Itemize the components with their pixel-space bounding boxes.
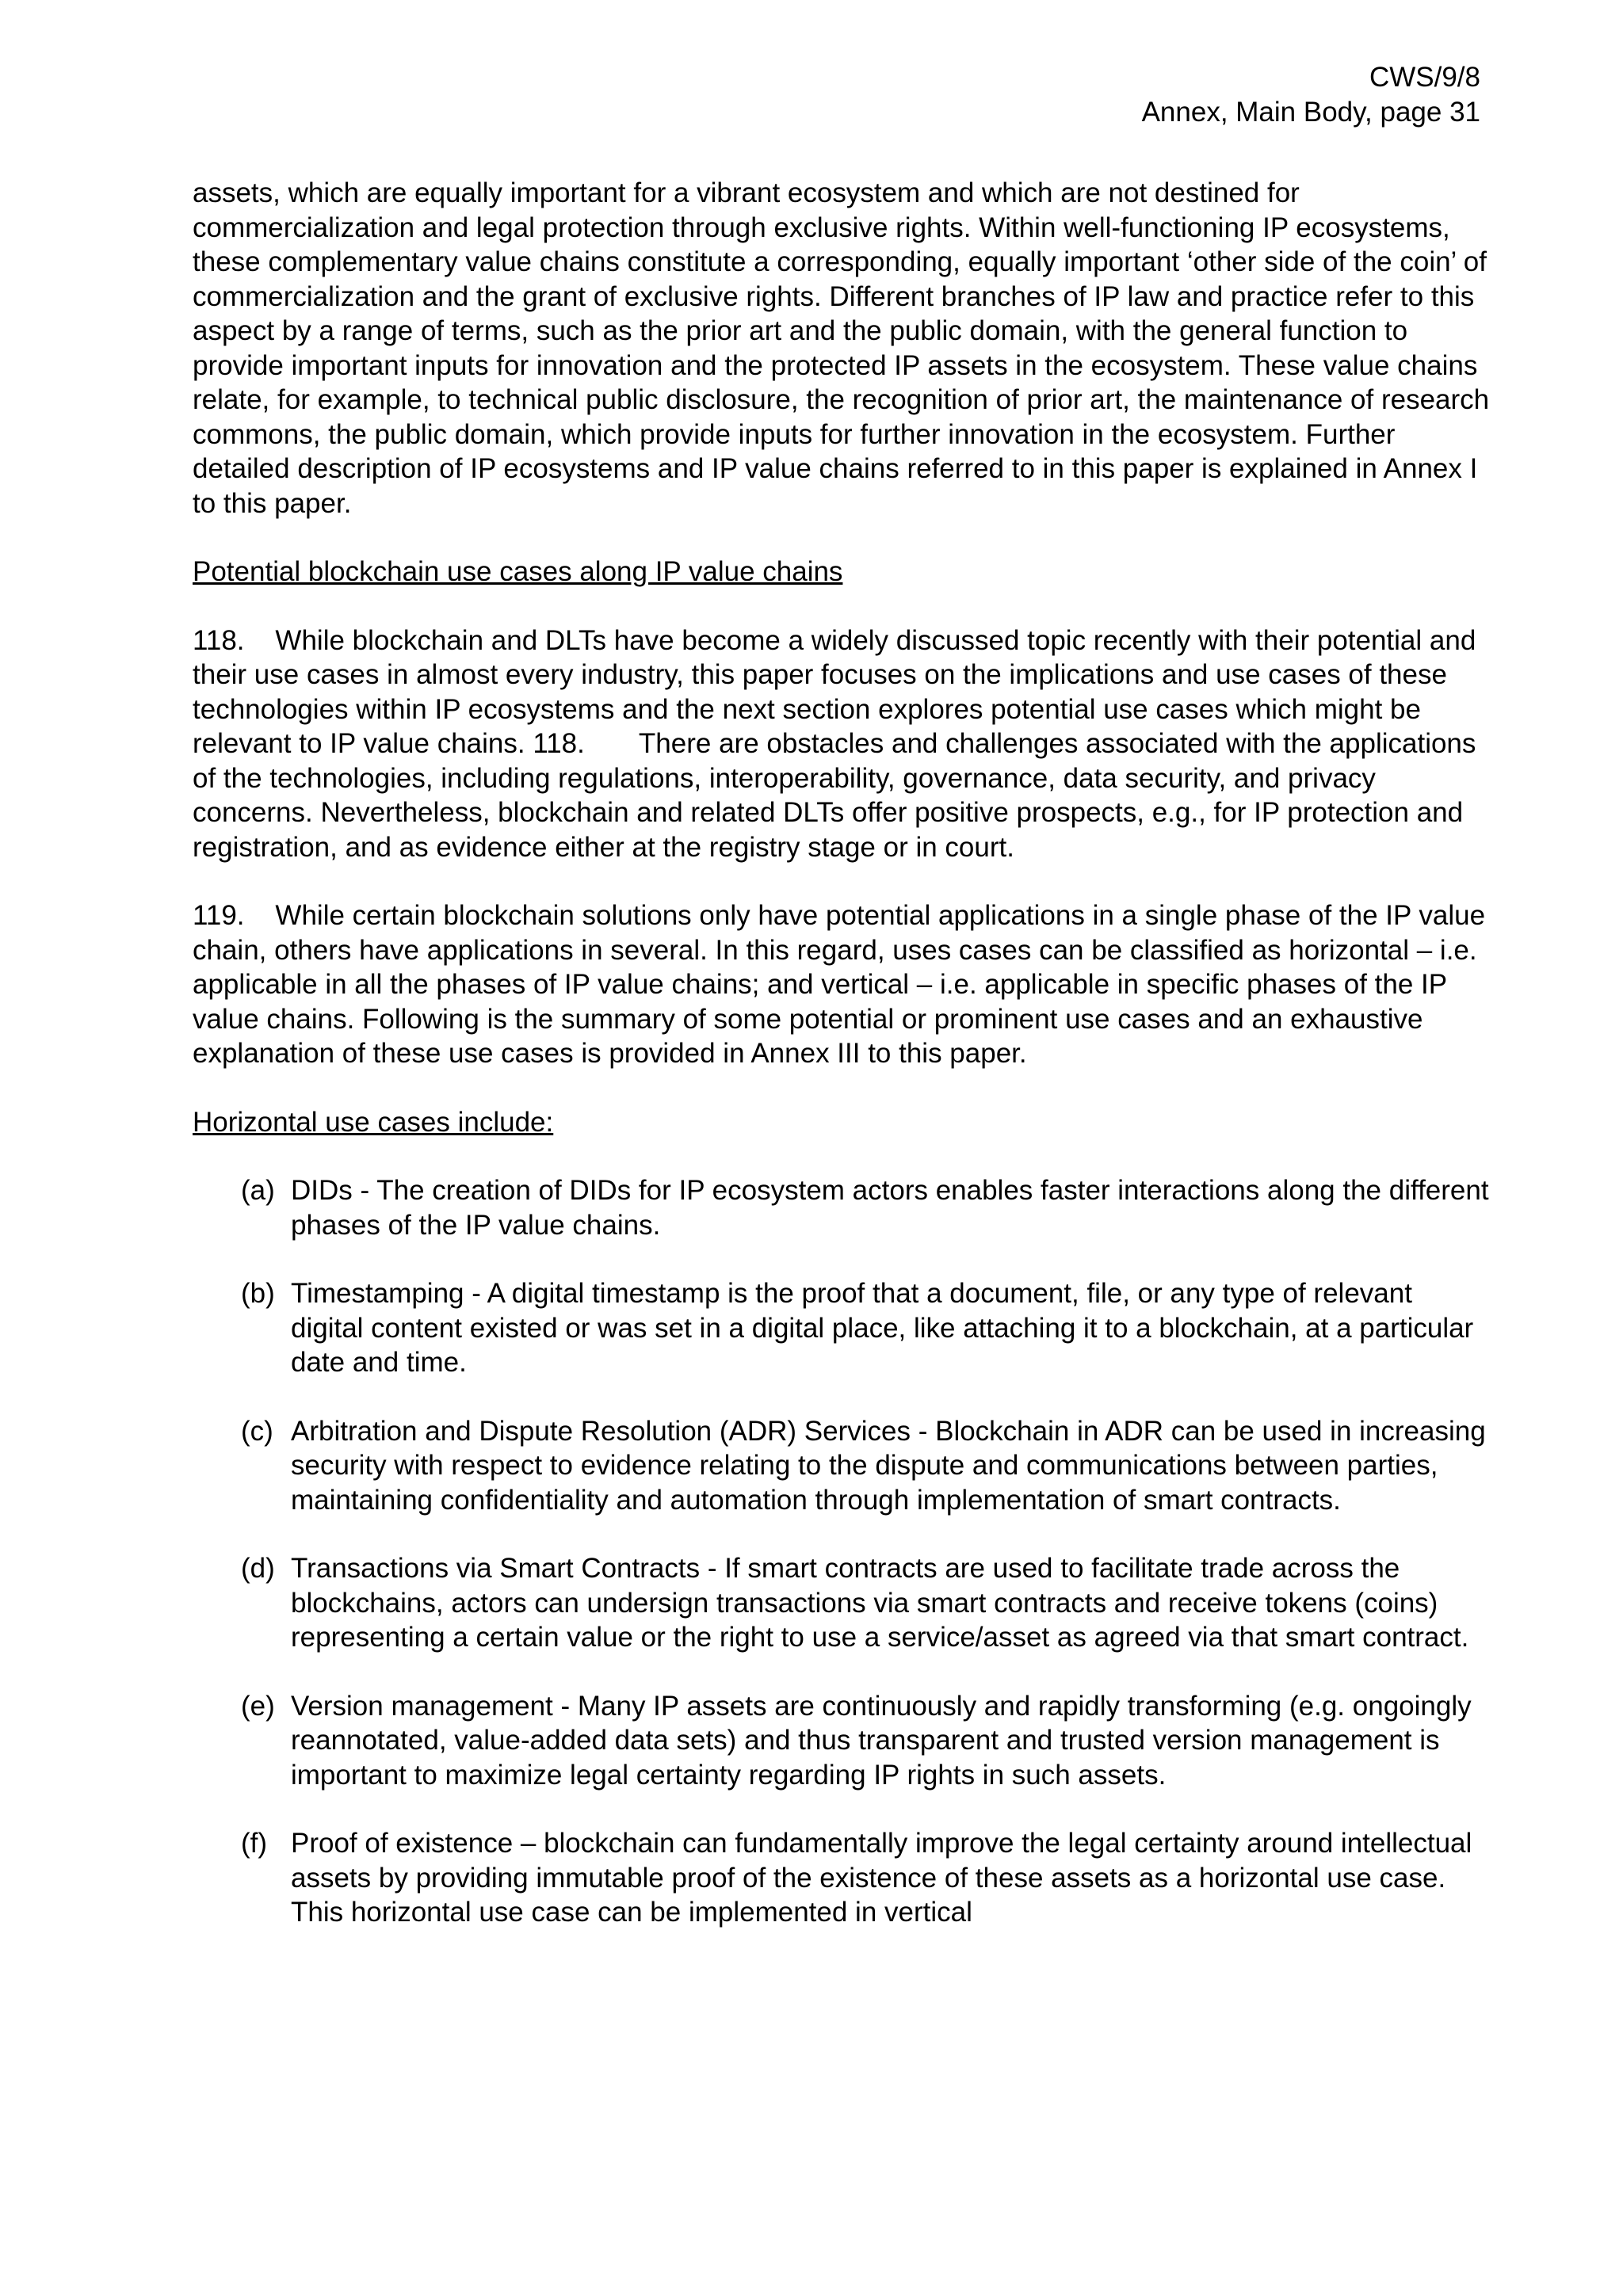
list-item [241, 1551, 1492, 1655]
list-item-label: (d) [241, 1553, 275, 1584]
intro-paragraph: assets, which are equally important for a vibrant ecosystem and which are not destined for commercialization and legal protection through exclusive rights. Within well-functioning IP ecosystems, these complementary value chains constitute a corresponding, equally important ‘other side of the coin’ of commercialization and the grant of exclusive rights. Different branches of IP law and practice refer to this aspect by a range of terms, such as the prior art and the public domain, with the general function to provide important inputs for innovation and the protected IP assets in the ecosystem. These value chains relate, for example, to technical public disclosure, the recognition of prior art, the maintenance of research commons, the public domain, which provide inputs for further innovation in the ecosystem. Further detailed description of IP ecosystems and IP value chains referred to in this paper is explained in Annex I to this paper. [193, 177, 1490, 519]
horizontal-use-cases-heading: Horizontal use cases include: [193, 1106, 554, 1138]
document-id: CWS/9/8 [1369, 62, 1480, 93]
page-reference: Annex, Main Body, page 31 [1141, 97, 1480, 128]
list-item-label: (f) [241, 1828, 268, 1859]
page-body [193, 176, 1492, 1964]
list-item-label: (c) [241, 1415, 273, 1447]
list-item-text: Arbitration and Dispute Resolution (ADR) Services - Blockchain in ADR can be used in increasing security with respect to evidence relating to the dispute and communications between parties, maintaining confidentiality and automation through implementation of smart contracts. [291, 1415, 1486, 1516]
list-item-text: DIDs - The creation of DIDs for IP ecosystem actors enables faster interactions along the different phases of the IP value chains. [291, 1175, 1489, 1241]
list-item-text: Transactions via Smart Contracts - If smart contracts are used to facilitate trade across the blockchains, actors can undersign transactions via smart contracts and receive tokens (coins) representing a certain value or the right to use a service/asset as agreed via that smart contract. [291, 1553, 1469, 1653]
list-item [241, 1173, 1492, 1242]
list-item-text: Proof of existence – blockchain can fundamentally improve the legal certainty around intellectual assets by providing immutable proof of the existence of these assets as a horizontal use case. This horizontal use case can be implemented in vertical [291, 1828, 1472, 1928]
list-item [241, 1414, 1492, 1518]
list-item [241, 1689, 1492, 1793]
use-case-list [193, 1173, 1492, 1930]
list-item-text: Timestamping - A digital timestamp is the proof that a document, file, or any type of relevant digital content existed or was set in a digital place, like attaching it to a blockchain, at a particular date and time. [291, 1278, 1474, 1378]
list-item [241, 1276, 1492, 1380]
list-item-label: (b) [241, 1278, 275, 1309]
paragraph-119: 119. While certain blockchain solutions only have potential applications in a single phase of the IP value chain, others have applications in several. In this regard, uses cases can be classified as horizontal – i.e. applicable in all the phases of IP value chains; and vertical – i.e. applicable in specific phases of the IP value chains. Following is the summary of some potential or prominent use cases and an exhaustive explanation of these use cases is provided in Annex III to this paper. [193, 900, 1486, 1069]
section-heading: Potential blockchain use cases along IP value chains [193, 556, 843, 587]
list-item [241, 1826, 1492, 1930]
paragraph-118: 118. While blockchain and DLTs have become a widely discussed topic recently with their potential and their use cases in almost every industry, this paper focuses on the implications and use cases of these technologies within IP ecosystems and the next section explores potential use cases which might be relevant to IP value chains. 118. There are obstacles and challenges associated with the applications of the technologies, including regulations, interoperability, governance, data security, and privacy concerns. Nevertheless, blockchain and related DLTs offer positive prospects, e.g., for IP protection and registration, and as evidence either at the registry stage or in court. [193, 624, 1476, 863]
list-item-label: (e) [241, 1690, 275, 1722]
list-item-text: Version management - Many IP assets are continuously and rapidly transforming (e.g. ongoingly reannotated, value-added data sets) and thus transparent and trusted version management is important to maximize legal certainty regarding IP rights in such assets. [291, 1690, 1472, 1791]
list-item-label: (a) [241, 1175, 275, 1206]
page-header [1142, 60, 1480, 130]
